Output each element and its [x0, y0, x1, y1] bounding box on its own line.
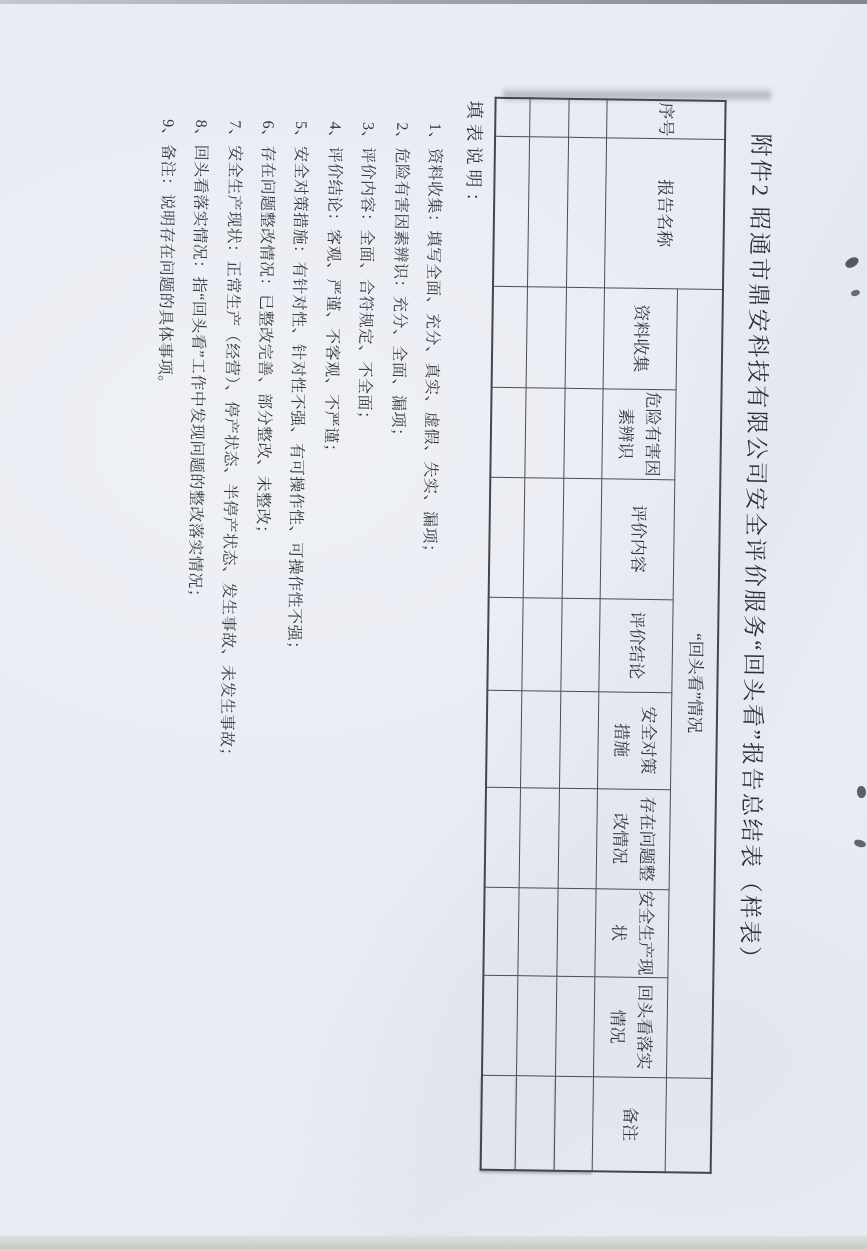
- note-item: 8、回头看落实情况：指“回头看”工作中发现问题的整改落实情况；: [185, 119, 210, 606]
- note-item: 4、评价结论：客观、严谨、不客观、不严谨；: [321, 121, 344, 461]
- empty-cell: [522, 597, 562, 691]
- header-report-name: 报告名称: [605, 137, 725, 289]
- empty-cell: [559, 788, 598, 889]
- empty-cell: [527, 286, 567, 388]
- subheader-evaluation-content: 评价内容: [601, 478, 676, 599]
- empty-cell: [563, 478, 603, 599]
- document-title: 附件2 昭通市鼎安科技有限公司安全评价服务“回头看”报告总结表（样表）: [736, 133, 774, 972]
- empty-cell: [490, 387, 526, 477]
- header-empty-cell: [666, 1077, 712, 1173]
- subheader-production-status: 安全生产现 状: [595, 888, 669, 977]
- subheader-followup-implementation: 回头看落实 情况: [594, 976, 668, 1077]
- note-item: 9、备注：说明存在问题的具体事项。: [155, 119, 177, 392]
- empty-cell: [555, 1076, 594, 1172]
- empty-cell: [557, 888, 596, 977]
- empty-cell: [564, 388, 603, 479]
- subheader-safety-measures: 安全对策 措施: [598, 691, 672, 789]
- empty-cell: [483, 887, 519, 975]
- empty-cell: [517, 975, 557, 1076]
- empty-cell: [495, 98, 531, 136]
- empty-cell: [487, 597, 523, 690]
- empty-cell: [485, 787, 521, 887]
- empty-cell: [520, 787, 560, 888]
- note-item: 2、危险有害因素辨识：充分、全面、漏项；: [388, 122, 410, 445]
- note-item: 7、安全生产现状：正常生产（经营）、停产状态、半停产状态、发生事故、未发生事故；: [216, 120, 243, 765]
- empty-cell: [528, 136, 569, 287]
- subheader-hazard-identification: 危险有害因 素辨识: [602, 388, 676, 479]
- empty-cell: [569, 99, 608, 138]
- subheader-remarks: 备注: [593, 1076, 667, 1172]
- empty-cell: [561, 598, 600, 692]
- header-huitoukan-status: “回头看”情况: [667, 288, 723, 1078]
- summary-table: [480, 97, 727, 1174]
- notes-heading: 填表说明：: [462, 100, 485, 216]
- empty-cell: [560, 691, 599, 789]
- empty-cell: [493, 136, 530, 286]
- empty-cell: [566, 287, 605, 389]
- note-item: 3、评价内容：全面、合符规定、不全面；: [355, 121, 377, 428]
- empty-cell: [489, 477, 526, 597]
- empty-cell: [518, 887, 558, 976]
- notes-section: [142, 96, 489, 768]
- empty-cell: [482, 975, 518, 1076]
- note-item: 5、安全对策措施：有针对性、针对性不强、有可操作性、可操作性不强；: [285, 120, 310, 658]
- note-item: 6、存在问题整改情况：已整改完善、部分整改、未整改；: [253, 120, 277, 542]
- empty-cell: [516, 1075, 556, 1171]
- empty-cell: [486, 690, 522, 787]
- empty-cell: [524, 477, 565, 598]
- notes-list: [142, 119, 452, 767]
- subheader-rectification-status: 存在问题整 改情况: [597, 788, 671, 889]
- empty-cell: [525, 387, 565, 478]
- subheader-evaluation-conclusion: 评价结论: [599, 598, 673, 692]
- ink-speck: [857, 786, 866, 798]
- empty-cell: [567, 137, 607, 288]
- empty-cell: [521, 690, 561, 788]
- note-item: 1、资料收集：填写全面、充分、真实、虚假、失实、漏项；: [420, 122, 444, 561]
- empty-cell: [481, 1075, 517, 1170]
- empty-cell: [492, 286, 528, 387]
- empty-cell: [556, 976, 595, 1077]
- header-serial-number: 序号: [607, 99, 726, 139]
- subheader-data-collection: 资料收集: [604, 287, 678, 389]
- empty-cell: [530, 98, 570, 137]
